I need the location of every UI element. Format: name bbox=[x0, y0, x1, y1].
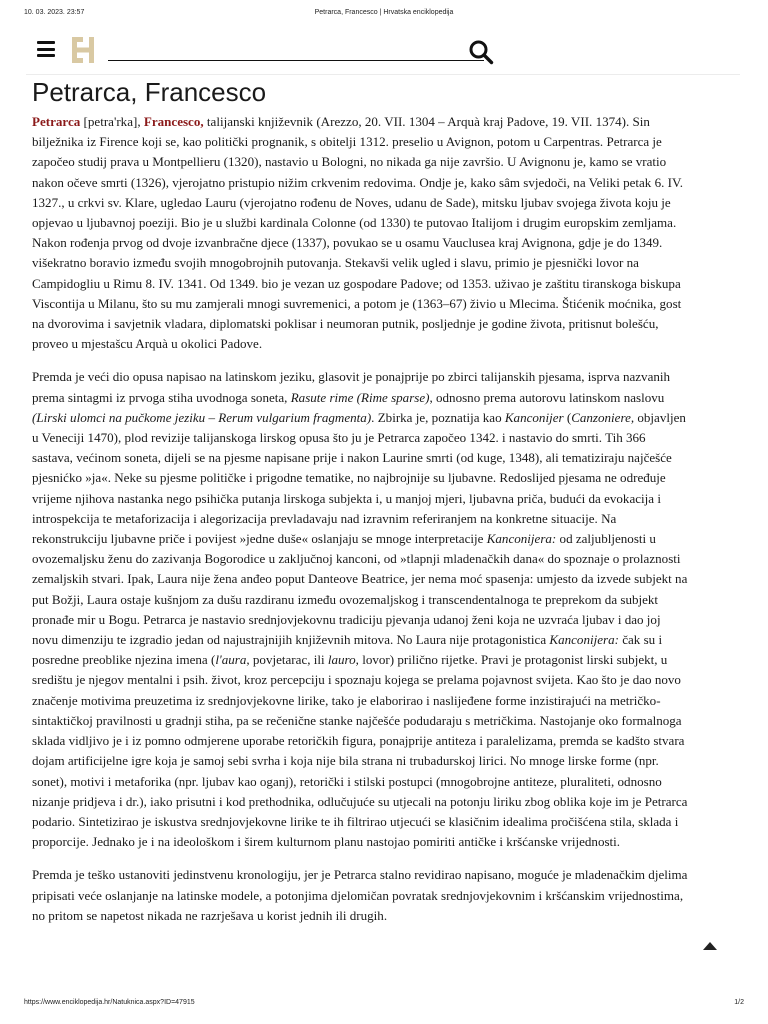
paragraph-text: . Zbirka je, poznatija kao bbox=[371, 409, 505, 425]
work-title: Kanconijera: bbox=[486, 531, 557, 547]
lemma-name: Francesco, bbox=[143, 114, 204, 129]
print-datetime: 10. 03. 2023. 23:57 bbox=[24, 9, 85, 16]
paragraph-text: od zaljubljenosti u ovozemaljsku ženu do zazivanja Bogorodice u zaključnoj kanconi, od »tlapnji mladenačkih dana« do spoznaje o prolaznosti zemaljskih stvari. Ipak, Laura nije žena anđeo poput Danteove Beatrice, jer nema moć spasenja: umjesto da izvede subjekt na put Božji, Laura ostaje kušnjom za dušu razdiranu između ovozemaljskog i transcendentalnoga te preprekom da subjekt pronađe mir u Bogu. Petrarca je nastavio srednjovjekovnu tradiciju pjevanja udanoj ženi koja ne uzvraća ljubav i dao joj novu dimenziju te izgradio jedan od najustrajnijih književnih mitova. No Laura nije protagonistica bbox=[32, 531, 688, 648]
article-body bbox=[32, 112, 688, 939]
print-footer bbox=[24, 999, 744, 1009]
search-icon[interactable] bbox=[468, 39, 494, 65]
print-url: https://www.enciklopedija.hr/Natuknica.aspx?ID=47915 bbox=[24, 999, 195, 1006]
article-paragraph bbox=[32, 367, 688, 852]
paragraph-text: ( bbox=[563, 409, 572, 425]
work-title: (Lirski ulomci na pučkome jeziku – Rerum vulgarium fragmenta) bbox=[32, 409, 372, 425]
italic-term: l'aura, bbox=[215, 652, 250, 668]
paragraph-text: povjetarac, ili bbox=[249, 652, 328, 668]
chevron-up-back-to-top-icon[interactable] bbox=[702, 941, 718, 951]
lemma-surname: Petrarca bbox=[32, 114, 81, 129]
article-paragraph: Premda je teško ustanoviti jedinstvenu kronologiju, jer je Petrarca stalno revidirao napisano, moguće je mladenačkim djelima pripisati veće oslanjanje na latinske modele, a potonjima djelomičan povratak srednjovjekovnim i kršćanskim vrijednostima, no pritom se napetost nikada ne razrješava u korist jednih ili drugih. bbox=[32, 867, 688, 923]
paragraph-text: talijanski književnik (Arezzo, 20. VII. 1304 – Arquà kraj Padove, 19. VII. 1374). Sin bilježnika iz Firence koji se, kao politički prognanik, s obitelji 1312. preselio u Avignon, potom u Carpentras. Petrarca je započeo studij prava u Montpellieru (1320), nastavio u Bologni, no nikada ga nije završio. U Avignonu je, kamo se vratio nakon očeve smrti (1326), vjerojatno pristupio nižim crkvenim redovima. Ondje je, kako sâm svjedoči, na Veliki petak 6. IV. 1327., u crkvi sv. Klare, ugledao Lauru (vjerojatno rođenu de Noves, udanu de Sade), mitsku ljubav svojega života koju je opjevao u ljubavnoj poeziji. Bio je u službi kardinala Colonne (od 1330) te putovao Italijom i drugim europskim zemljama. Nakon rođenja prvog od dvoje izvanbračne djece (1337), povukao se u osamu Vauclusea kraj Avignona, gdje je do 1349. višekratno boravio između svojih mnogobrojnih putovanja. Stekavši velik ugled i slavu, primio je pjesnički lovor na Campidogliu u Rimu 8. IV. 1341. Od 1349. bio je vezan uz gospodare Padove; od 1353. uživao je zaštitu tiranskoga biskupa Viscontija u Milanu, što su mu zamjerali mnogi suvremenici, a potom je (1363–67) živio u Mlecima. Štićenik moćnika, gost na dvorovima i savjetnik vladara, diplomatski poklisar i neumoran putnik, posljednje je godine života, pritisnut bolešću, proveo u mjestašcu Arquà u okolici Padove. bbox=[32, 114, 683, 352]
hamburger-menu-icon[interactable] bbox=[37, 41, 55, 57]
work-title: Rasute rime (Rime sparse) bbox=[290, 389, 430, 405]
work-title: Kanconijer bbox=[504, 409, 564, 425]
italic-term: lauro, bbox=[327, 652, 359, 668]
paragraph-text: čak su i posredne preoblike njezina imena ( bbox=[32, 632, 663, 668]
enciklopedija-logo-icon[interactable] bbox=[72, 37, 96, 63]
top-bar bbox=[26, 30, 740, 75]
work-title: Canzoniere, bbox=[571, 409, 635, 425]
print-page-number: 1/2 bbox=[734, 999, 744, 1006]
search-input[interactable] bbox=[108, 40, 484, 61]
paragraph-text: objavljen u Veneciji 1470), plod revizije talijanskoga lirskog opusa što ju je Petrarca započeo 1342. i nastavio do smrti. Tih 366 sastava, većinom soneta, dijeli se na pjesme napisane prije i nakon Laurine smrti (od kuge, 1348), ali tematiziraju najčešće pjesnićko »ja«. Neke su pjesme političke i prigodne tematike, no najbrojnije su ljubavne. Redoslijed pjesama ne određuje vrijeme njihova nastanka nego psihička putanja lirskoga subjekta i, u manjoj mjeri, ljubavna priča, budući da evokacija i introspekcija te metaforizacija i alegorizacija prevladavaju nad izravnim referiranjem na konkretne situacije. Na rekonstrukciju ljubavne priče i povijest »jedne duše« oslanjaju se mnoge interpretacije bbox=[32, 409, 686, 547]
print-header bbox=[24, 9, 744, 21]
pronunciation: [petra'rka], bbox=[80, 114, 144, 129]
page-title: Petrarca, Francesco bbox=[32, 77, 267, 107]
paragraph-text: Premda je veći dio opusa napisao na latinskom jeziku, glasovit je ponajprije po zbirci talijanskih pjesama, isprva nazvanih prema sintagmi iz prvoga stiha uvodnoga soneta, bbox=[32, 369, 671, 405]
work-title: Kanconijera: bbox=[549, 632, 619, 648]
article-paragraph bbox=[32, 112, 688, 354]
print-page-title: Petrarca, Francesco | Hrvatska enciklopedija bbox=[314, 9, 454, 16]
paragraph-text: lovor) prilično rijetke. Pravi je protagonist lirski subjekt, u središtu je njegov mentalni i psih. život, kroz percepciju i spoznaju kojega se prelama pojavnost svijeta. Kao što je dao novo značenje motivima preuzetima iz srednjovjekovne lirike, tako je elaborirao i naslijeđene forme inzistirajući na metričko-sintaktičkoj pravilnosti u gradnji stiha, pa se rečenične stanke najčešće podudaraju s metričkima. Nastojanje oko formalnoga sklada vidljivo je i iz pomno odmjerene uporabe retoričkih figura, ponajprije antiteza i paralelizama, premda se kadšto stvara dojam artificijelne igre koja je samoj sebi svrha i koja nije bila strana ni trubadurskoj lirici. No mnoge lirske forme (npr. sonet), motivi i metaforika (npr. ljubav kao oganj), retorički i stilski postupci (mnogobrojne antiteze, pluraliteti, odnosno nizanje pridjeva i dr.), iako prisutni i kod prethodnika, odlučujuće su utjecali na potonju liriku zbog oblika koje im je Petrarca podario. Sintetizirao je iskustva srednjovjekovne lirike te ih filtrirao utjecući se klasičnim idealima pročišćena stila, sklada i proporcije. Jednako je i na ideološkom i širem kulturnom planu nastojao pomiriti antičke i kršćanske vrijednosti. bbox=[32, 652, 688, 850]
paragraph-text: , odnosno prema autorovu latinskom naslovu bbox=[429, 389, 665, 405]
